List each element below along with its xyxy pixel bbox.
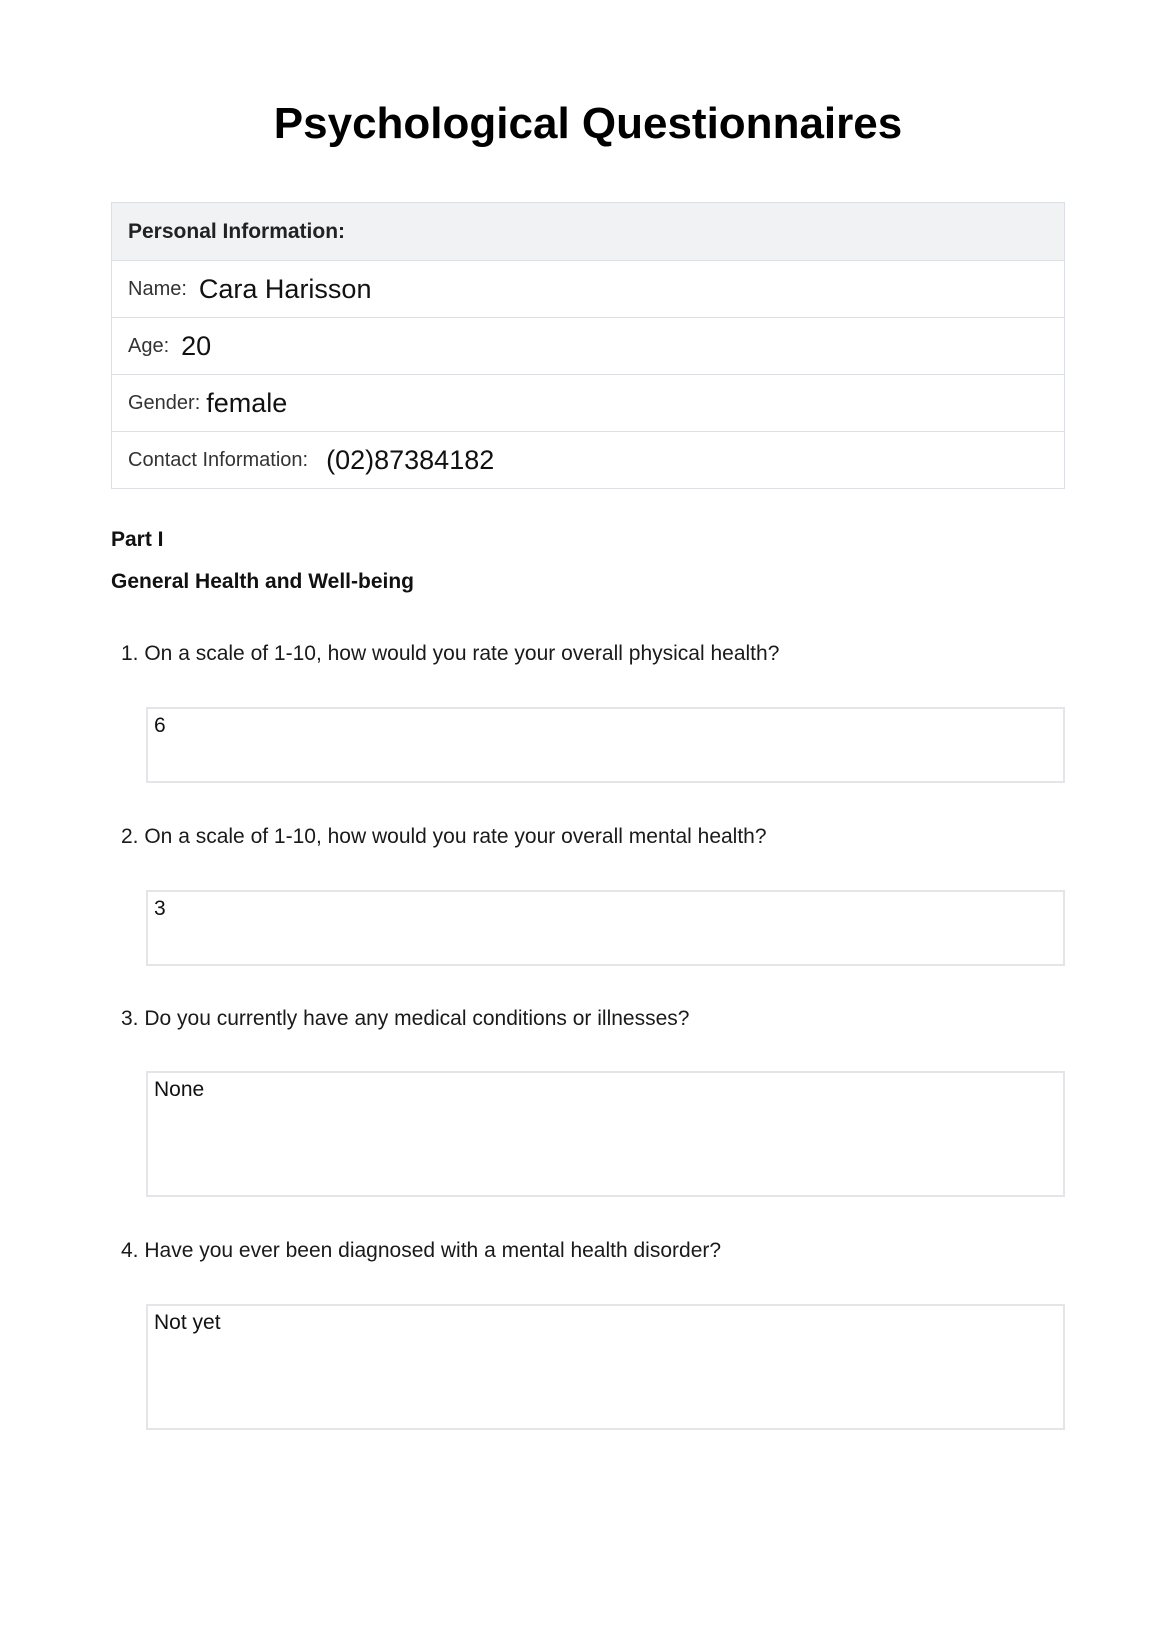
answer-4-field[interactable]: Not yet [146,1304,1065,1430]
page-title: Psychological Questionnaires [273,99,903,148]
answer-1-field[interactable]: 6 [146,707,1065,783]
answer-3-field[interactable]: None [146,1071,1065,1197]
contact-row [112,431,1064,488]
part-label: Part I [111,528,164,551]
question-1: 1. On a scale of 1-10, how would you rate your overall physical health? [121,642,780,665]
age-label: Age: [128,334,170,357]
contact-value[interactable]: (02)87384182 [326,444,495,475]
age-row [112,317,1064,374]
personal-information-header: Personal Information: [128,219,346,243]
name-value[interactable]: Cara Harisson [198,273,372,304]
answer-2-field[interactable]: 3 [146,890,1065,966]
name-row [112,260,1064,317]
gender-value[interactable]: female [206,387,288,418]
age-value[interactable]: 20 [181,330,212,361]
gender-row [112,374,1064,431]
question-3: 3. Do you currently have any medical conditions or illnesses? [121,1007,690,1030]
question-2: 2. On a scale of 1-10, how would you rate your overall mental health? [121,825,767,848]
gender-label: Gender: [128,391,201,414]
question-4: 4. Have you ever been diagnosed with a mental health disorder? [121,1239,722,1262]
personal-information-table [111,202,1065,489]
section-heading: General Health and Well-being [111,570,415,593]
name-label: Name: [128,277,187,300]
contact-label: Contact Information: [128,448,309,471]
personal-information-header-row [112,203,1064,260]
